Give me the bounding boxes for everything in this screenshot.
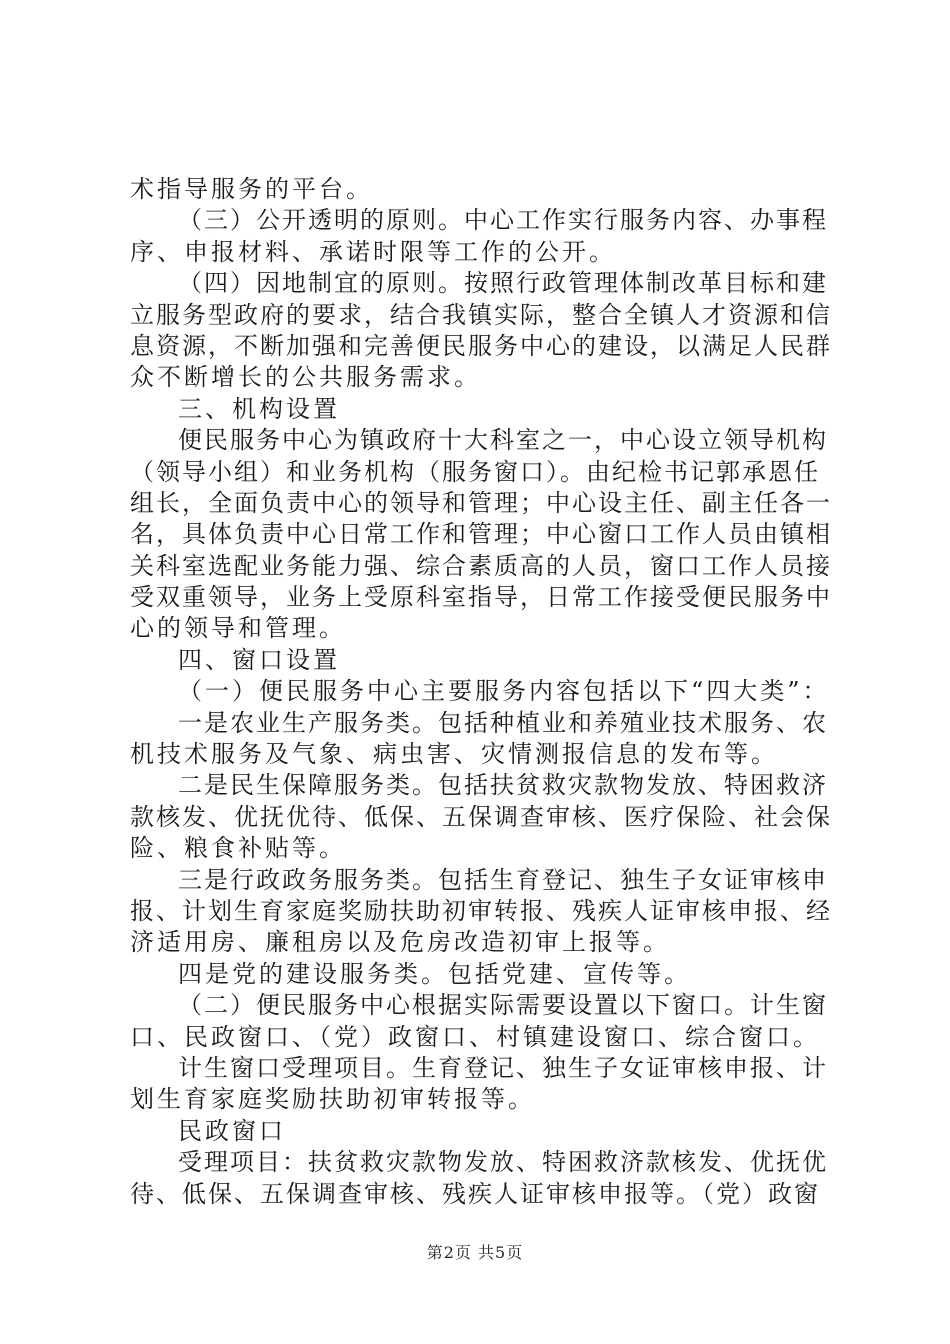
text-line: 序、申报材料、承诺时限等工作的公开。 — [130, 237, 616, 266]
text-line: 组长，全面负责中心的领导和管理；中心设主任、副主任各一 — [130, 488, 832, 517]
text-line: （三）公开透明的原则。中心工作实行服务内容、办事程 — [178, 206, 828, 235]
text-line: 二是民生保障服务类。包括扶贫救灾款物发放、特困救济 — [178, 771, 828, 800]
document-body — [130, 174, 832, 1210]
text-line: 立服务型政府的要求，结合我镇实际，整合全镇人才资源和信 — [130, 300, 832, 329]
text-line: 三是行政政务服务类。包括生育登记、独生子女证审核申 — [178, 865, 828, 894]
text-line: 受双重领导，业务上受原科室指导，日常工作接受便民服务中 — [130, 583, 832, 612]
text-line: 计生窗口受理项目。生育登记、独生子女证审核申报、计 — [178, 1053, 828, 1082]
text-line: 报、计划生育家庭奖励扶助初审转报、残疾人证审核申报、经 — [130, 896, 832, 925]
text-line: 三、机构设置 — [178, 394, 340, 423]
text-line: 关科室选配业务能力强、综合素质高的人员，窗口工作人员接 — [130, 551, 832, 580]
text-line: （四）因地制宜的原则。按照行政管理体制改革目标和建 — [178, 269, 828, 298]
text-line: （一）便民服务中心主要服务内容包括以下“四大类”： — [178, 677, 830, 706]
text-line: 息资源，不断加强和完善便民服务中心的建设，以满足人民群 — [130, 331, 832, 360]
text-line: 机技术服务及气象、病虫害、灾情测报信息的发布等。 — [130, 740, 778, 769]
text-line: 众不断增长的公共服务需求。 — [130, 363, 481, 392]
text-line: 四、窗口设置 — [178, 645, 340, 674]
page-footer: 第2页 共5页 — [426, 1243, 524, 1262]
text-line: 心的领导和管理。 — [130, 614, 346, 643]
text-line: （领导小组）和业务机构（服务窗口）。由纪检书记郭承恩任 — [130, 457, 820, 486]
text-line: 民政窗口 — [178, 1116, 286, 1145]
text-line: 术指导服务的平台。 — [130, 175, 373, 203]
text-line: 划生育家庭奖励扶助初审转报等。 — [130, 1085, 535, 1114]
text-line: 一是农业生产服务类。包括种植业和养殖业技术服务、农 — [178, 708, 828, 737]
text-line: 受理项目：扶贫救灾款物发放、特困救济款核发、优抚优 — [178, 1148, 828, 1177]
text-line: 险、粮食补贴等。 — [130, 834, 346, 863]
text-line: 名，具体负责中心日常工作和管理；中心窗口工作人员由镇相 — [130, 520, 832, 549]
text-line: 四是党的建设服务类。包括党建、宣传等。 — [178, 959, 691, 988]
text-line: 便民服务中心为镇政府十大科室之一，中心设立领导机构 — [178, 426, 828, 455]
text-line: 待、低保、五保调查审核、残疾人证审核申报等。（党）政窗 — [130, 1179, 820, 1208]
text-line: （二）便民服务中心根据实际需要设置以下窗口。计生窗 — [178, 991, 828, 1020]
text-line: 款核发、优抚优待、低保、五保调查审核、医疗保险、社会保 — [130, 802, 832, 831]
text-line: 济适用房、廉租房以及危房改造初审上报等。 — [130, 928, 670, 957]
text-line: 口、民政窗口、（党）政窗口、村镇建设窗口、综合窗口。 — [130, 1022, 820, 1051]
